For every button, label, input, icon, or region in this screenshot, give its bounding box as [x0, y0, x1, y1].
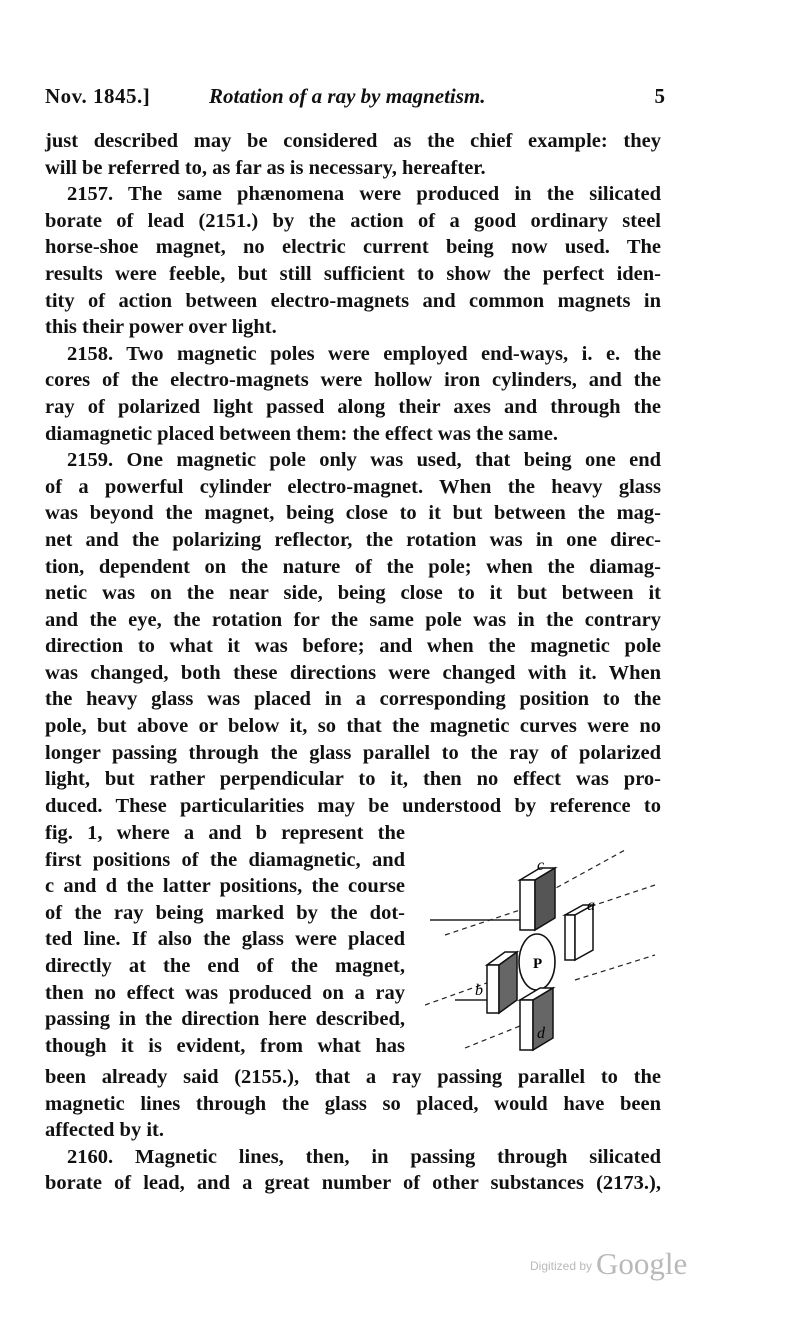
text-line: affected by it. — [45, 1119, 164, 1142]
text-line: just described may be considered as the chief example: they — [45, 130, 661, 152]
text-line: this their power over light. — [45, 316, 277, 339]
text-line: net and the polarizing reflector, the rotation was in one direc- — [45, 528, 661, 551]
text-line: ray of polarized light passed along their axes and through the — [45, 395, 661, 418]
text-line: direction to what it was before; and when the magnetic pole — [45, 635, 661, 658]
text-line: directly at the end of the magnet, — [45, 954, 405, 977]
text-line: longer passing through the glass parallel to the ray of polarized — [45, 741, 661, 764]
page-number: 5 — [654, 84, 665, 108]
text-line: pole, but above or below it, so that the magnetic curves were no — [45, 715, 661, 738]
body-text-top — [45, 128, 661, 819]
text-line: light, but rather perpendicular to it, then no effect was pro- — [45, 768, 661, 791]
watermark-google: Google — [596, 1246, 688, 1281]
text-line: though it is evident, from what has — [45, 1034, 405, 1057]
text-line: of the ray being marked by the dot- — [45, 901, 405, 924]
ray-line-left-lower — [425, 980, 495, 1005]
label-a: a — [587, 897, 595, 914]
glass-block-b — [487, 952, 517, 1013]
text-line: passing in the direction here described, — [45, 1008, 405, 1031]
text-line: the heavy glass was placed in a corresponding position to the — [45, 688, 661, 711]
paragraph-2157-start: 2157. The same phænomena were produced in the silicated — [67, 183, 661, 206]
body-text-bottom — [45, 1064, 661, 1197]
label-c: c — [537, 857, 545, 874]
label-p: P — [533, 956, 543, 972]
label-b: b — [475, 982, 483, 999]
running-header — [45, 84, 665, 116]
text-line: was changed, both these directions were changed with it. When — [45, 661, 661, 684]
text-line: and the eye, the rotation for the same pole was in the contrary — [45, 608, 661, 631]
digitized-watermark — [530, 1246, 687, 1282]
text-line: fig. 1, where a and b represent the — [45, 822, 405, 844]
text-line: ted line. If also the glass were placed — [45, 928, 405, 951]
text-line: will be referred to, as far as is necessary, hereafter. — [45, 156, 486, 179]
label-d: d — [537, 1025, 545, 1042]
text-line: was beyond the magnet, being close to it but between the mag- — [45, 502, 661, 525]
text-line: borate of lead, and a great number of other substances (2173.), — [45, 1172, 661, 1195]
text-line: of a powerful cylinder electro-magnet. When the heavy glass — [45, 475, 661, 498]
text-line: results were feeble, but still sufficient to show the perfect iden- — [45, 262, 661, 285]
paragraph-2158-start: 2158. Two magnetic poles were employed end-ways, i. e. the — [67, 342, 661, 365]
text-line: tity of action between electro-magnets and common magnets in — [45, 289, 661, 312]
header-title: Rotation of a ray by magnetism. — [209, 84, 486, 108]
text-line: diamagnetic placed between them: the effect was the same. — [45, 422, 558, 445]
glass-block-c — [520, 868, 555, 930]
text-line: borate of lead (2151.) by the action of a good ordinary steel — [45, 209, 661, 232]
text-line: netic was on the near side, being close to it but between it — [45, 582, 661, 605]
text-line: c and d the latter positions, the course — [45, 875, 405, 898]
magnet-figure-svg — [425, 840, 665, 1060]
paragraph-2160-start: 2160. Magnetic lines, then, in passing through silicated — [67, 1145, 661, 1168]
text-line: been already said (2155.), that a ray passing parallel to the — [45, 1066, 661, 1088]
watermark-digitized-by: Digitized by — [530, 1259, 593, 1273]
text-line: horse-shoe magnet, no electric current being now used. The — [45, 236, 661, 259]
body-text-beside-figure — [45, 820, 405, 1059]
header-date: Nov. 1845.] — [45, 84, 151, 108]
paragraph-2159-start: 2159. One magnetic pole only was used, that being one end — [67, 449, 661, 472]
text-line: first positions of the diamagnetic, and — [45, 848, 405, 871]
text-line: then no effect was produced on a ray — [45, 981, 405, 1004]
text-line: cores of the electro-magnets were hollow iron cylinders, and the — [45, 369, 661, 392]
figure-1-diagram — [425, 840, 665, 1060]
text-line: tion, dependent on the nature of the pole; when the diamag- — [45, 555, 661, 578]
text-line: duced. These particularities may be understood by reference to — [45, 794, 661, 817]
text-line: magnetic lines through the glass so placed, would have been — [45, 1092, 661, 1115]
ray-line-right-lower — [575, 955, 655, 980]
